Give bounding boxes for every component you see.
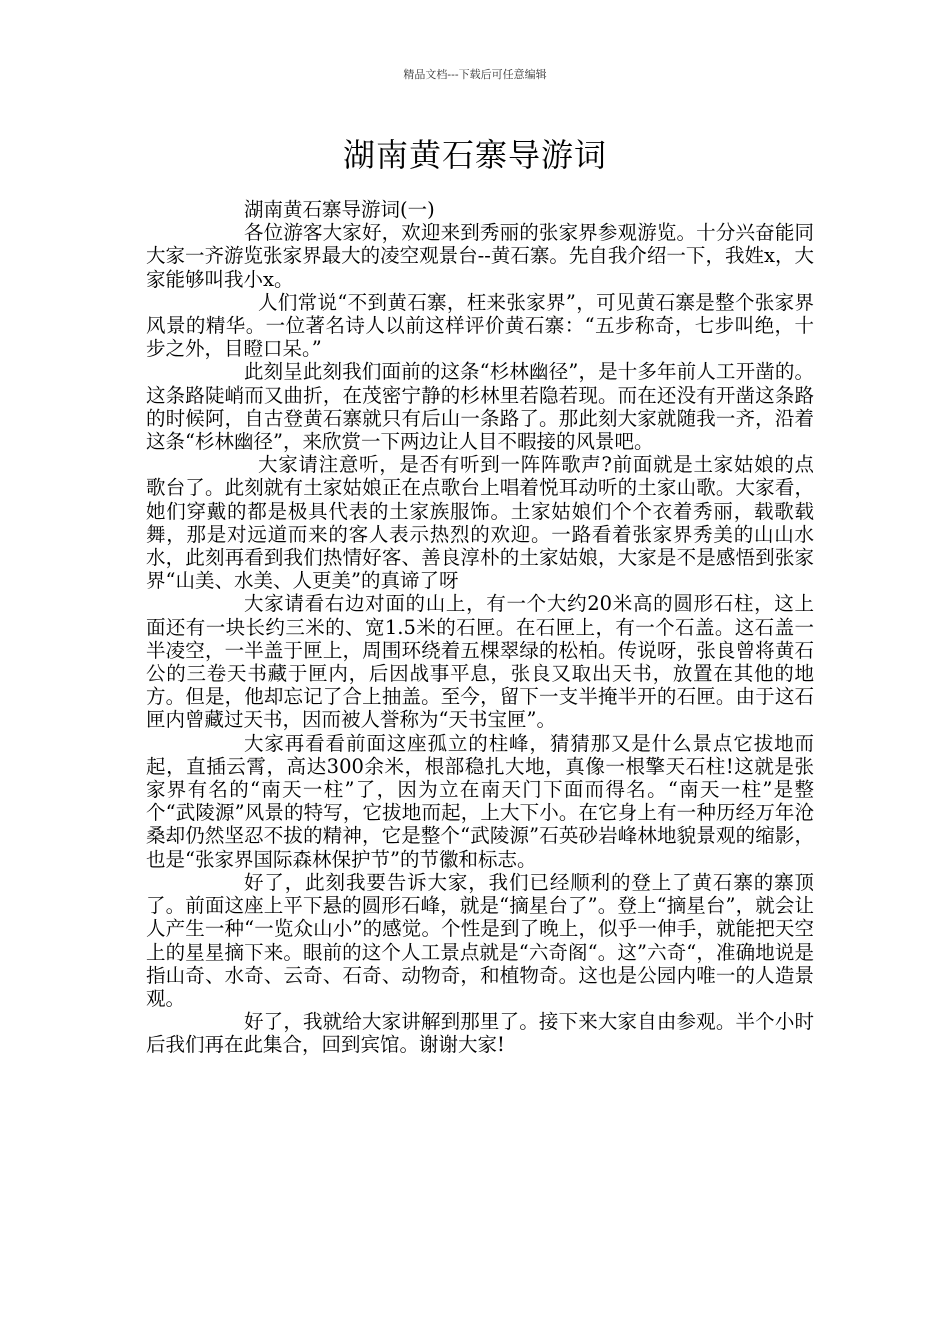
paragraph-songs: 大家请注意听，是否有听到一阵阵歌声?前面就是土家姑娘的点歌台了。此刻就有土家姑娘正在点歌台上唱着悦耳动听的土家山歌。大家看，她们穿戴的都是极具代表的土家族服饰。土家姑娘们个个衣着秀丽，载歌载舞，那是对远道而来的客人表示热烈的欢迎。一路看着张家界秀美的山山水水，此刻再看到我们热情好客、善良淳朴的土家姑娘，大家是不是感悟到张家界“山美、水美、人更美”的真谛了呀 <box>146 453 814 593</box>
page-header-note: 精品文档---下载后可任意编辑 <box>403 68 547 81</box>
paragraph-pillar: 大家再看看前面这座孤立的柱峰，猜猜那又是什么景点它拔地而起，直插云霄，高达300余米，根部稳扎大地，真像一根擎天石柱!这就是张家界有名的“南天一柱”了，因为立在南天门下面而得名。“南天一柱”是整个“武陵源”风景的特写，它拔地而起，上大下小。在它身上有一种历经万年沧桑却仍然坚忍不拔的精神，它是整个“武陵源”石英砂岩峰林地貌景观的缩影，也是“张家界国际森林保护节”的节徽和标志。 <box>146 731 814 871</box>
paragraph-intro: 各位游客大家好，欢迎来到秀丽的张家界参观游览。十分兴奋能同大家一齐游览张家界最大的凌空观景台--黄石寨。先自我介绍一下，我姓x，大家能够叫我小x。 <box>146 221 814 291</box>
document-title: 湖南黄石寨导游词 <box>342 136 607 174</box>
paragraph-saying: 人们常说“不到黄石寨，枉来张家界”，可见黄石寨是整个张家界风景的精华。一位著名诗人以前这样评价黄石寨：“五步称奇，七步叫绝，十步之外，目瞪口呆。” <box>146 290 814 361</box>
paragraph-summit: 好了，此刻我要告诉大家，我们已经顺利的登上了黄石寨的寨顶了。前面这座上平下悬的圆形石峰，就是“摘星台了”。登上“摘星台”，就会让人产生一种“一览众山小”的感觉。个性是到了晚上，似乎一伸手，就能把天空上的星星摘下来。眼前的这个人工景点就是“六奇阁“。这”六奇“，准确地说是指山奇、水奇、云奇、石奇、动物奇，和植物奇。这也是公园内唯一的人造景观。 <box>146 870 814 1010</box>
document-body <box>146 198 814 1057</box>
paragraph-closing: 好了，我就给大家讲解到那里了。接下来大家自由参观。半个小时后我们再在此集合，回到宾馆。谢谢大家! <box>146 1010 814 1057</box>
paragraph-path: 此刻呈此刻我们面前的这条“杉林幽径”，是十多年前人工开凿的。这条路陡峭而又曲折，在茂密宁静的杉林里若隐若现。而在还没有开凿这条路的时候阿，自古登黄石寨就只有后山一条路了。那此刻大家就随我一齐，沿着这条“杉林幽径”，来欣赏一下两边让人目不暇接的风景吧。 <box>146 360 814 454</box>
document-subtitle: 湖南黄石寨导游词(一) <box>244 198 435 221</box>
paragraph-stone-box: 大家请看右边对面的山上，有一个大约20米高的圆形石柱，这上面还有一块长约三米的、宽1.5米的石匣。在石匣上，有一个石盖。这石盖一半凌空，一半盖于匣上，周围环绕着五棵翠绿的松柏。传说呀，张良曾将黄石公的三卷天书藏于匣内，后因战事平息，张良又取出天书，放置在其他的地方。但是，他却忘记了合上抽盖。至今，留下一支半掩半开的石匣。由于这石匣内曾藏过天书，因而被人誉称为“天书宝匣”。 <box>146 592 814 732</box>
